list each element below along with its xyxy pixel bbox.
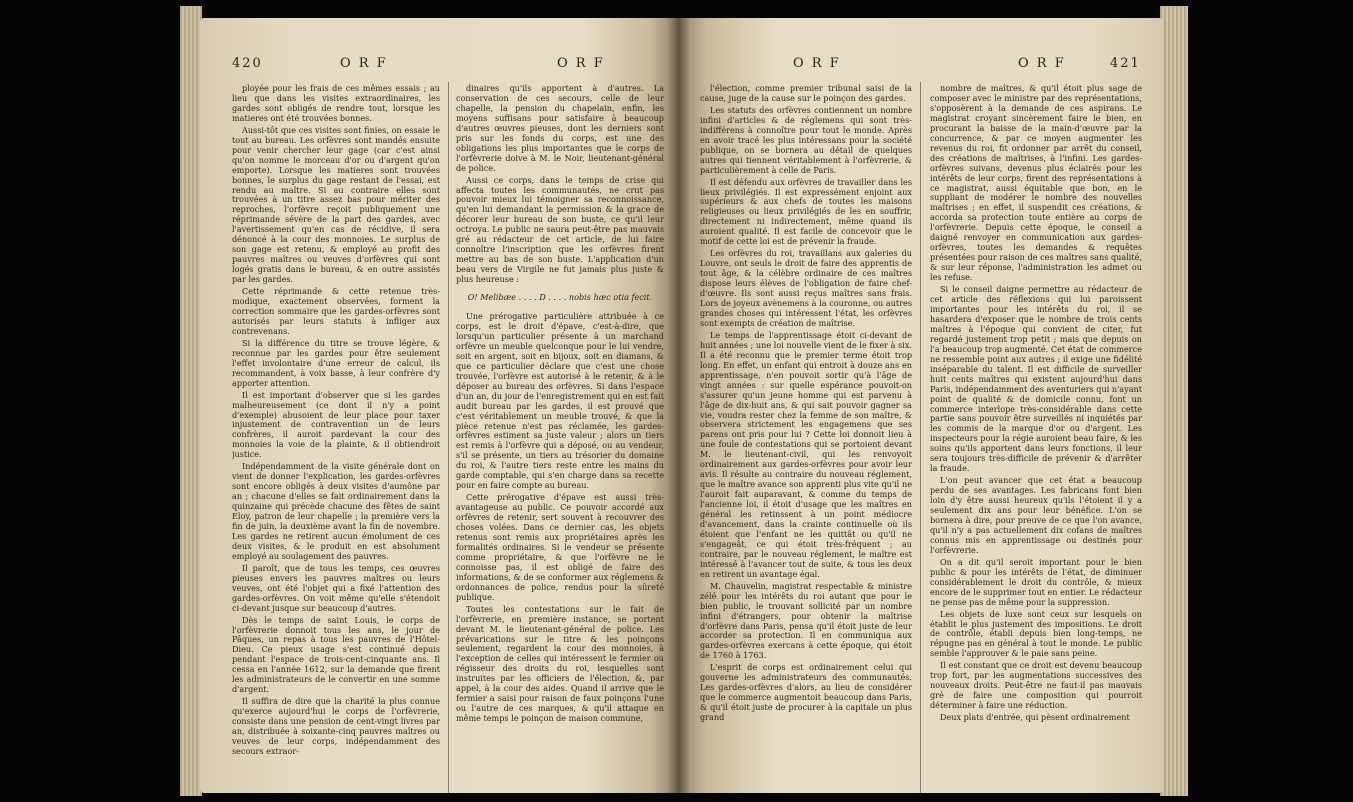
paragraph: Il est défendu aux orfèvres de travailler dans les lieux privilégiés. Il est expressément enjoint aux supérieurs & aux chefs de toutes les maisons religieuses ou lieux privilégiés de les en souffrir, directement ni indirectement, même quand ils auroient qualité. Il est facile de concevoir que le motif de cette loi est de prévenir la fraude. <box>700 176 912 247</box>
right-page-number: 421 <box>1110 56 1141 71</box>
paragraph: Une prérogative particulière attribuée à ce corps, est le droit d'épave, c'est-à-dire, que lorsqu'un particulier présente à un marchand orfèvre un meuble quelconque pour le lui vendre, soit en argent, soit en bijoux, soit en diamans, & que ce particulier déclare que c'est une chose trouvée, l'orfèvre est autorisé à le retenir, & à le déposer au bureau des orfèvres. Si dans l'espace d'un an, du jour de l'enregistrement qui en est fait audit bureau par les gardes, il est prouvé que c'est véritablement un meuble trouvé, & que la pièce retenue n'est pas réclamée, les gardes-orfèvres estiment sa juste valeur ; alors un tiers est remis à l'orfèvre qui a déposé, ou au vendeur, s'il se présente, un tiers au trésorier du domaine du roi, & l'autre tiers reste entre les mains du garde comptable, qui s'en charge dans sa recette pour en faire compte au bureau. <box>456 311 664 491</box>
paragraph: Aussi-tôt que ces visites sont finies, on essaie le tout au bureau. Les orfèvres sont mandés ensuite pour venir chercher leur gage (car c'est ainsi qu'on nomme le morceau d'or ou d'argent qu'on emporte). Lorsque les matieres sont trouvées bonnes, le surplus du gage restant de l'essai, est rendu au maître. Si au contraire elles sont trouvées à un titre assez bas pour mériter des reproches, l'orfèvre reçoit publiquement une réprimande sévère de la part des gardes, avec l'avertissement qu'en cas de récidive, il sera dénoncé à la cour des monnoies. Le surplus de son gage est retenu, & employé au profit des pauvres maîtres ou veuves d'orfèvres qui sont logés gratis dans le bureau, & en outre assistés par les gardes. <box>232 124 440 285</box>
left-running-head-2: O R F <box>557 56 605 71</box>
paragraph: Indépendamment de la visite générale dont on vient de donner l'explication, les gardes-orfèvres sont encore obligés à deux visites d'aumône par an ; chacune d'elles se fait ordinairement dans la quinzaine qui précède chacune des fêtes de saint Eloy, patron de leur chapelle ; la première vers la fin de juin, la deuxième avant la fin de novembre. Les gardes ne retirent aucun émolument de ces deux visites, & le produit en est absolument employé au soulagement des pauvres. <box>232 461 440 561</box>
paragraph: M. Chauvelin, magistrat respectable & ministre zélé pour les intérêts du roi autant que pour le bien public, le trouvant sollicité par un nombre infini d'étrangers, pour obtenir la maîtrise d'orfèvre dans Paris, pensa qu'il étoit juste de leur accorder sa protection. Il en communiqua aux gardes-orfèvres exercans à cette époque, qui étoit de 1760 à 1763. <box>700 580 912 661</box>
right-column-rule <box>920 82 921 793</box>
paragraph: On a dit qu'il seroit important pour le bien public & pour les intérêts de l'état, de diminuer considérablement le droit du contrôle, & mieux encore de le supprimer tout en entier. Le rédacteur ne pense pas de même pour la suppression. <box>930 556 1142 607</box>
paragraph: Il suffira de dire que la charité la plus connue qu'exerce aujourd'hui le corps de l'orfèvrerie, consiste dans une pension de cent-vingt livres par an, distribuée à soixante-cinq pauvres maîtres ou veuves de leur corps, indépendamment des secours extraor- <box>232 696 440 756</box>
right-page-column-1 <box>700 84 912 793</box>
paragraph: nombre de maîtres, & qu'il étoit plus sage de composer avec le ministre par des représentations, s'opposèrent à la demande de ces aspirans. Le magistrat croyant sincèrement faire le bien, en procurant la baisse de la main-d'œuvre par la concurrence, & par ce moyen augmenter les revenus du roi, fit ordonner par arrêt du conseil, des créations de maîtrises, à l'infini. Les gardes-orfèvres suivans, devenus plus éclairés pour les intérêts de leur corps, firent des représentations à ce magistrat, aussi équitable que bon, en le suppliant de modérer le nombre des nouvelles maîtrises ; en effet, il suspendit ces créations, & accorda sa protection toute entière au corps de l'orfèvrerie. Depuis cette époque, le conseil a daigné renvoyer en communication aux gardes-orfèvres, toutes les demandes & requêtes présentées pour raison de ces maîtres sans qualité, & sur leur réponse, l'administration les admet ou les refuse. <box>930 84 1142 283</box>
paragraph: O! Melibæe . . . . D . . . . nobis hæc otia fecit. <box>467 292 653 303</box>
left-running-head-1: O R F <box>340 56 388 71</box>
right-running-head-1: O R F <box>793 56 841 71</box>
paragraph: Il est important d'observer que si les gardes malheureusement (ce dont il n'y a point d'exemple) abusoient de leur place pour taxer injustement de contravention un de leurs confrères, il auroit pardevant la cour des monnoies la voie de la plainte, & il obtiendroit justice. <box>232 389 440 460</box>
paragraph: Aussi ce corps, dans le temps de crise qui affecta toutes les communautés, ne crut pas pouvoir mieux lui témoigner sa reconnoissance, qu'en lui demandant la permission & la grace de décorer leur bureau de son buste, ce qu'il leur octroya. Le public ne saura peut-être pas mauvais gré au rédacteur de cet article, de lui faire connoître l'inscription que les orfèvres firent mettre au bas de son buste. L'application d'un beau vers de Virgile ne fut jamais plus juste & plus heureuse : <box>456 174 664 285</box>
paragraph: L'on peut avancer que cet état a beaucoup perdu de ses avantages. Les fabricans font bien loin d'y être aussi heureux qu'ils l'étoient il y a seulement dix ans pour leur bénéfice. L'on se bornera à dire, pour preuve de ce que l'on avance, qu'il n'y a pas actuellement dix cofans de maîtres connus mis en apprentissage ou destinés pour l'orfèvrerie. <box>930 475 1142 555</box>
left-column-rule <box>448 82 449 793</box>
paragraph: Cette prérogative d'épave est aussi très-avantageuse au public. Ce pouvoir accordé aux orfèvres de retenir, sert souvent à recouvrer des choses volées. Dans ce dernier cas, les objets retenus sont remis aux propriétaires après les formalités ordinaires. Si le vendeur se présente comme propriétaire, & que l'orfèvre ne le connoisse pas, il est obligé de faire des informations, & de se conformer aux réglemens & ordonnances de police, rendus pour la sûreté publique. <box>456 492 664 602</box>
left-page-column-1 <box>232 84 440 793</box>
paragraph: Les objets de luxe sont ceux sur lesquels on établit le plus justement des impositions. Le droit de contrôle, établi depuis bien long-temps, ne répugne pas en général à tout le monde. Le public semble l'approuver & le paie sans peine. <box>930 608 1142 659</box>
paragraph: L'esprit de corps est ordinairement celui qui gouverne les administrateurs des communautés. Les gardes-orfèvres d'alors, au lieu de considérer que le commerce augmentoit beaucoup dans Paris, & qu'il étoit juste de procurer à la capitale un plus grand <box>700 662 912 723</box>
paragraph: ployée pour les frais de ces mêmes essais ; au lieu que dans les visites extraordinaires, les gardes sont obligés de rendre tout, lorsque les matieres ont été trouvées bonnes. <box>232 84 440 123</box>
left-page-edges <box>180 6 202 796</box>
paragraph: Dès le temps de saint Louis, le corps de l'orfèvrerie donnoit tous les ans, le jour de Pâques, un repas à tous les pauvres de l'Hôtel-Dieu. Ce pieux usage s'est continué depuis pendant l'espace de trois-cent-cinquante ans. Il cessa en l'année 1612, sur la demande que firent les administrateurs de le convertir en une somme d'argent. <box>232 614 440 695</box>
paragraph: Deux plats d'entrée, qui pèsent ordinairement <box>940 712 1130 723</box>
paragraph: Les orfèvres du roi, travaillans aux galeries du Louvre, ont seuls le droit de faire des apprentis de tout âge, & la célèbre ordinaire de ces maîtres dispose leurs élèves de l'obligation de faire chef-d'œuvre. Ils sont aussi reçus maîtres sans frais. Lors de joyeux avènemens à la couronne, ou autres grandes choses qui intéressent l'état, les orfèvres sont exempts de création de maîtrise. <box>700 248 912 328</box>
left-page-number: 420 <box>232 56 263 71</box>
paragraph: Le temps de l'apprentissage étoit ci-devant de huit années ; une loi nouvelle vient de le fixer à six. Il a été reconnu que le premier terme étoit trop long. En effet, un enfant qui entroit à douze ans en apprentissage, n'en pouvoit sortir qu'à l'âge de vingt années : sur quelle espérance pouvoit-on s'assurer qu'un jeune homme qui est parvenu à l'âge de dix-huit ans, & qui sait pouvoir gagner sa vie, voudra rester chez la femme de son maître, & observera strictement les engagemens que ses parens ont pris pour lui ? Cette loi donnoit lieu à une foule de contestations qui se portoient devant M. le lieutenant-civil, qui les renvoyoit ordinairement aux gardes-orfèvres pour avoir leur avis. Il résulte au contraire du nouveau réglement, que le maître avance son apprenti plus vite qu'il ne l'auroit fait auparavant, & comme du temps de l'ancienne loi, il étoit d'usage que les maîtres en général les retinssent à un point médiocre d'avancement, dans la crainte continuelle où ils étoient que l'enfant ne les quittât ou qu'il ne s'engageât, ce qui étoit très-fréquent ; au contraire, par le nouveau réglement, le maître est intéressé à l'avancer tout de suite, & tous les deux en retirent un avantage égal. <box>700 329 912 579</box>
book-gutter <box>668 18 690 793</box>
paragraph: Si le conseil daigne permettre au rédacteur de cet article des réflexions qui lui paroissent importantes pour les intérêts du roi, il se hasardera d'exposer que le nombre de trois cents maîtres à l'époque qui convient de citer, fut regardé justement trop petit ; mais que depuis on l'a beaucoup trop augmenté. Cet état de commerce ne ressemble point aux autres ; il exige une fidélité inséparable du talent. Il est difficile de surveiller huit cents maîtres qui existent aujourd'hui dans Paris, indépendamment des aventuriers qui n'ayant point de qualité & de domicile connu, font un commerce interlope très-considérable dans cette partie sans pouvoir être surveillés ni inquiétés par les commis de la marque d'or ou d'argent. Les inspecteurs pour la régie auroient beau faire, & les soins qu'ils apportent dans leurs fonctions, il leur sera toujours très-difficile de prévenir & d'arrêter la fraude. <box>930 284 1142 474</box>
right-page <box>678 18 1163 793</box>
paragraph: Il paroît, que de tous les temps, ces œuvres pieuses envers les pauvres maîtres ou leurs veuves, ont été l'objet qui a fixé l'attention des gardes-orfèvres. On voit même qu'elle s'étendoit ci-devant jusque sur beaucoup d'autres. <box>232 562 440 613</box>
paragraph: Les statuts des orfèvres contiennent un nombre infini d'articles & de réglemens qui sont très-indifférens à connoître pour tout le monde. Après en avoir tracé les plus intéressans pour la société publique, on se bornera au détail de quelques autres qui tiennent véritablement à l'orfèvrerie, & particulièrement à celle de Paris. <box>700 104 912 175</box>
paragraph: dinaires qu'ils apportent à d'autres. La conservation de ces secours, celle de leur chapelle, la pension du chapelain, enfin, les moyens suffisans pour satisfaire à beaucoup d'autres œuvres pieuses, dont les derniers sont pris sur les fonds du corps, est une des obligations les plus importantes que le corps de l'orfèvrerie doive à M. le Noir, lieutenant-général de police. <box>456 84 664 173</box>
paragraph: Il est constant que ce droit est devenu beaucoup trop fort, par les augmentations successives des nouveaux droits. Peut-être ne faut-il pas mauvais gré de faire une composition qui pourroit déterminer à faire une réduction. <box>930 660 1142 711</box>
right-page-column-2 <box>930 84 1142 793</box>
right-running-head-2: O R F <box>1018 56 1066 71</box>
right-page-edges <box>1160 6 1188 796</box>
paragraph: Cette réprimande & cette retenue très-modique, exactement observées, forment la correction sommaire que les gardes-orfèvres sont autorisés par leurs statuts à infliger aux contrevenans. <box>232 286 440 336</box>
paragraph: Si la différence du titre se trouve légère, & reconnue par les gardes pour être seulement l'effet involontaire d'une erreur de calcul, ils recommandent, à voix basse, à leur confrère d'y apporter attention. <box>232 337 440 388</box>
left-page <box>200 18 678 793</box>
left-page-column-2 <box>456 84 664 793</box>
paragraph: l'élection, comme premier tribunal saisi de la cause, juge de la cause sur le poinçon des gardes. <box>700 84 912 103</box>
paragraph: Toutes les contestations sur le fait de l'orfèvrerie, en première instance, se portent devant M. le lieutenant-général de police. Les prévarications sur le titre & les poinçons seulement, regardent la cour des monnoies, à l'exception de celles qui intéressent le fermier ou régisseur des droits du roi, lesquelles sont instruites par les officiers de l'élection, &, par appel, à la cour des aides. Quand il arrive que le fermier a saisi pour raison de faux poinçons l'une ou l'autre de ces marques, & qu'il attaque en même temps le poinçon de maison commune, <box>456 603 664 724</box>
